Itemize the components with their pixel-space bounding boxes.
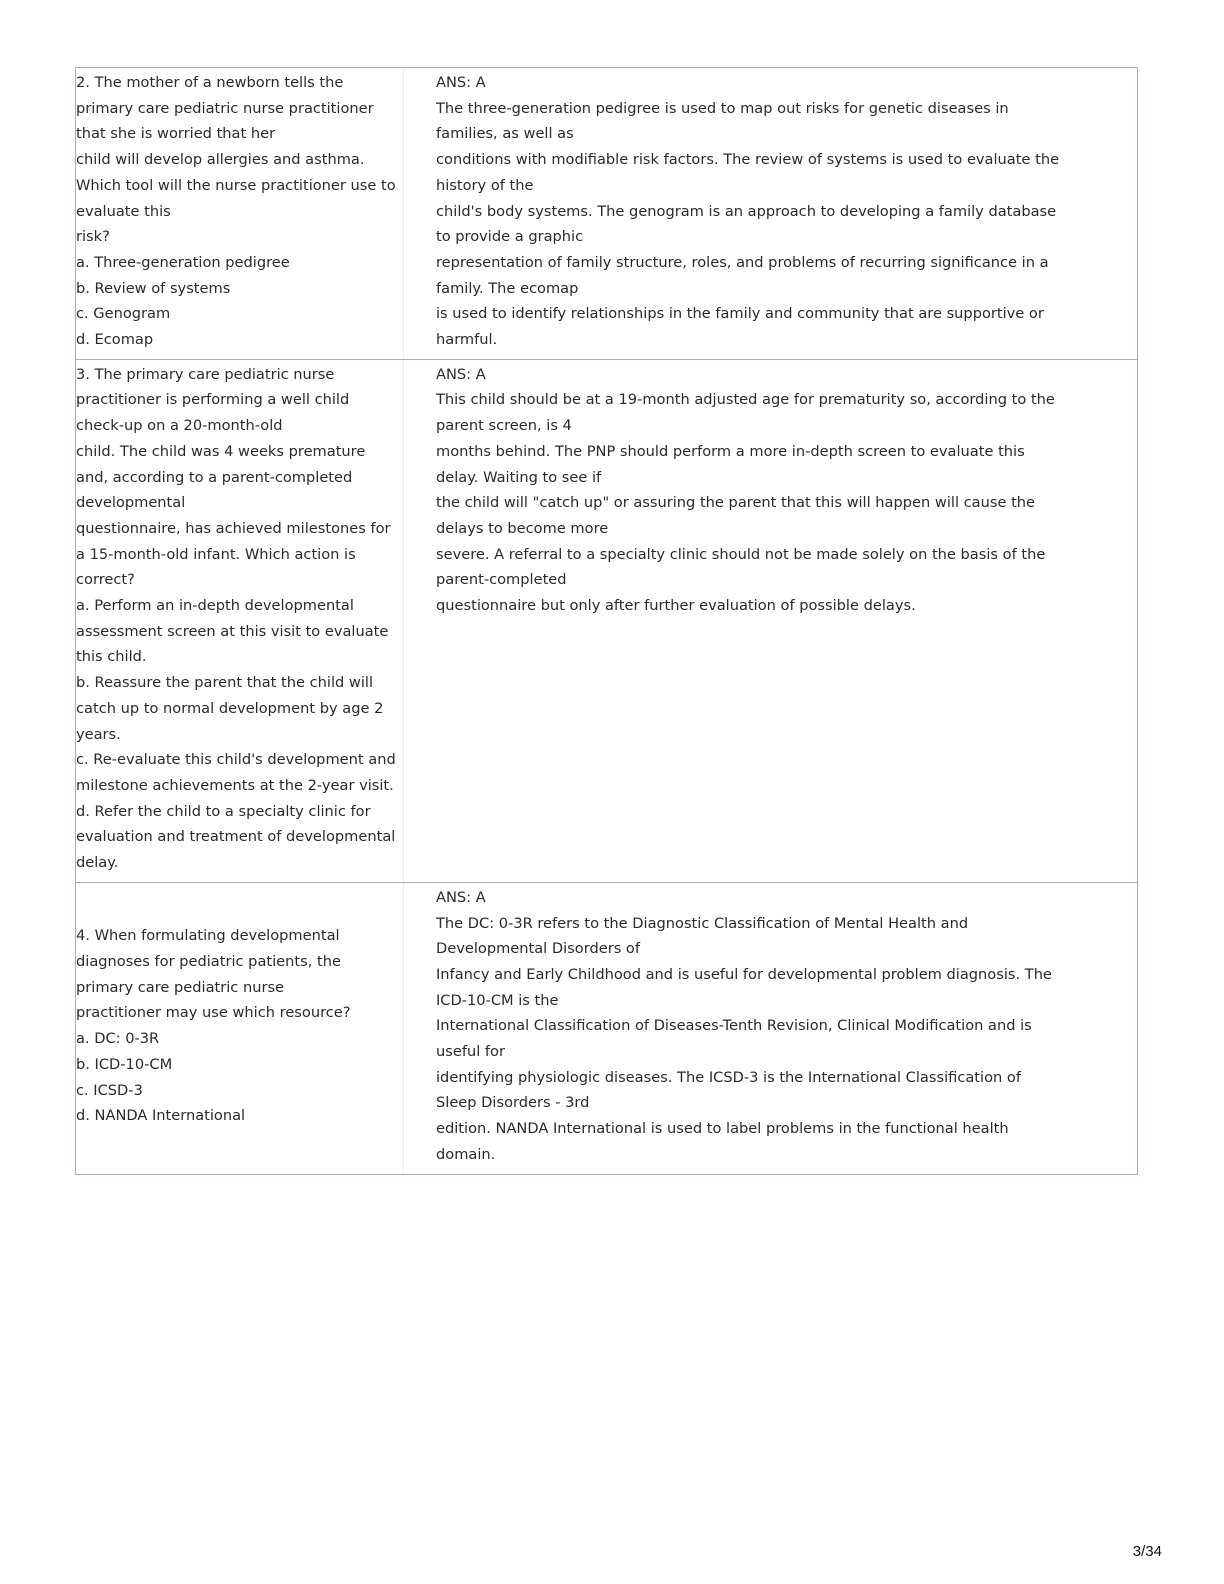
question-cell (76, 68, 404, 359)
qa-row-2 (76, 68, 1137, 359)
text-line: conditions with modifiable risk factors. The review of systems is used to evaluate the (436, 151, 1060, 169)
text-line: identifying physiologic diseases. The ICSD-3 is the International Classification of (436, 1068, 1021, 1086)
text-line: severe. A referral to a specialty clinic should not be made solely on the basis of the (436, 545, 1046, 563)
text-line: a. DC: 0-3R (76, 1030, 160, 1048)
text-line: b. Review of systems (76, 279, 231, 297)
text-line: questionnaire but only after further evaluation of possible delays. (436, 597, 916, 615)
text-line: ICD-10-CM is the (436, 991, 559, 1009)
text-line: delay. Waiting to see if (436, 468, 602, 486)
text-line: c. ICSD-3 (76, 1081, 143, 1099)
text-line: correct? (76, 571, 135, 589)
text-line: to provide a graphic (436, 228, 584, 246)
text-line: catch up to normal development by age 2 (76, 699, 384, 717)
text-line: child. The child was 4 weeks premature (76, 442, 366, 460)
text-line: parent-completed (436, 571, 567, 589)
text-line: Developmental Disorders of (436, 940, 640, 958)
text-line: child will develop allergies and asthma. (76, 151, 365, 169)
text-line: b. ICD-10-CM (76, 1055, 173, 1073)
text-line: harmful. (436, 331, 498, 349)
text-line: primary care pediatric nurse practitioner (76, 99, 374, 117)
text-line: domain. (436, 1145, 496, 1163)
text-line: diagnoses for pediatric patients, the (76, 953, 341, 971)
text-line: Infancy and Early Childhood and is useful for developmental problem diagnosis. The (436, 965, 1052, 983)
text-line: a. Three-generation pedigree (76, 253, 290, 271)
text-line: delay. (76, 854, 119, 872)
text-line: This child should be at a 19-month adjusted age for prematurity so, according to the (436, 391, 1055, 409)
qa-row-3 (76, 359, 1137, 882)
text-line: ANS: A (436, 888, 486, 906)
text-line: representation of family structure, roles, and problems of recurring significance in a (436, 253, 1049, 271)
text-line: practitioner is performing a well child (76, 391, 350, 409)
question-cell (76, 883, 404, 1174)
text-line: c. Re-evaluate this child's development and (76, 751, 396, 769)
text-line: Which tool will the nurse practitioner use to (76, 176, 396, 194)
question-cell (76, 360, 404, 882)
text-line: and, according to a parent-completed (76, 468, 353, 486)
text-line: ANS: A (436, 365, 486, 383)
text-line: history of the (436, 176, 534, 194)
text-line: families, as well as (436, 125, 574, 143)
text-line: edition. NANDA International is used to label problems in the functional health (436, 1120, 1009, 1138)
text-line: parent screen, is 4 (436, 417, 572, 435)
text-line: risk? (76, 228, 110, 246)
text-line: evaluate this (76, 202, 171, 220)
text-line: the child will "catch up" or assuring the parent that this will happen will cause the (436, 494, 1036, 512)
text-line: primary care pediatric nurse (76, 978, 285, 996)
text-line: practitioner may use which resource? (76, 1004, 351, 1022)
text-line: The three-generation pedigree is used to map out risks for genetic diseases in (436, 99, 1009, 117)
answer-cell (404, 360, 1137, 882)
text-line: family. The ecomap (436, 279, 579, 297)
text-line: check-up on a 20-month-old (76, 417, 283, 435)
text-line: 2. The mother of a newborn tells the (76, 74, 344, 91)
text-line: child's body systems. The genogram is an approach to developing a family database (436, 202, 1057, 220)
text-line: b. Reassure the parent that the child will (76, 674, 374, 692)
text-line: International Classification of Diseases-Tenth Revision, Clinical Modification and is (436, 1017, 1032, 1035)
text-line: ANS: A (436, 74, 486, 91)
text-line: is used to identify relationships in the family and community that are supportive or (436, 305, 1044, 323)
text-line: d. Refer the child to a specialty clinic for (76, 802, 371, 820)
text-line: a. Perform an in-depth developmental (76, 597, 354, 615)
qa-table (75, 67, 1138, 1175)
text-line: this child. (76, 648, 147, 666)
answer-cell (404, 68, 1137, 359)
text-line: that she is worried that her (76, 125, 276, 143)
text-line: useful for (436, 1043, 505, 1061)
text-line: a 15-month-old infant. Which action is (76, 545, 356, 563)
text-line: Sleep Disorders - 3rd (436, 1094, 590, 1112)
answer-cell (404, 883, 1137, 1174)
text-line: d. Ecomap (76, 331, 154, 349)
text-line: c. Genogram (76, 305, 171, 323)
text-line: milestone achievements at the 2-year visit. (76, 776, 394, 794)
page-number: 3/34 (1132, 1543, 1162, 1560)
text-line: evaluation and treatment of developmental (76, 828, 396, 846)
text-line: months behind. The PNP should perform a more in-depth screen to evaluate this (436, 442, 1025, 460)
text-line: 4. When formulating developmental (76, 927, 340, 945)
text-line: assessment screen at this visit to evaluate (76, 622, 389, 640)
text-line: 3. The primary care pediatric nurse (76, 365, 335, 383)
text-line: delays to become more (436, 519, 609, 537)
text-line: The DC: 0-3R refers to the Diagnostic Classification of Mental Health and (436, 914, 969, 932)
text-line: years. (76, 725, 121, 743)
text-line: questionnaire, has achieved milestones for (76, 519, 391, 537)
text-line: developmental (76, 494, 186, 512)
qa-row-4 (76, 882, 1137, 1174)
text-line: d. NANDA International (76, 1107, 246, 1125)
